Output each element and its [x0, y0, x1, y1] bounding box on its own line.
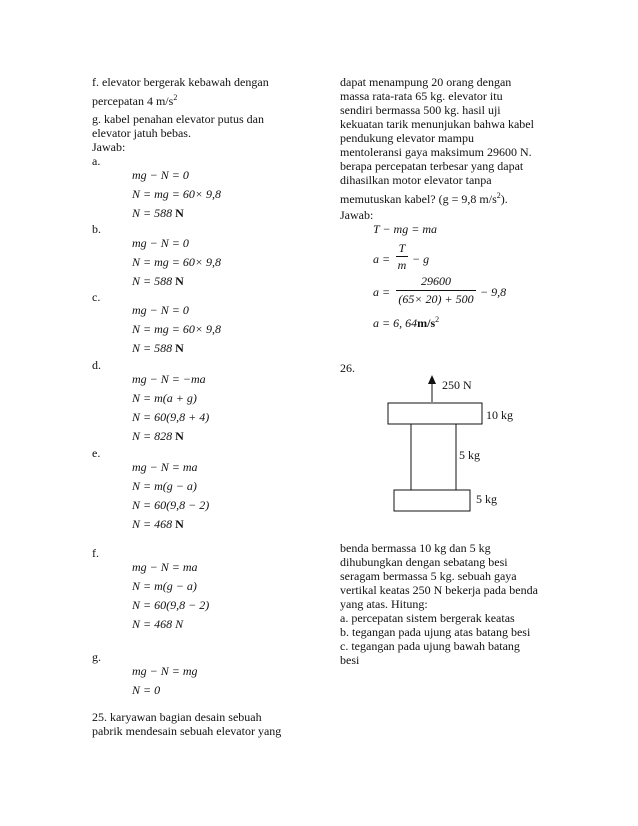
equation: mg − N = ma: [132, 460, 198, 474]
equation: mg − N = −ma: [132, 372, 206, 386]
jawab-label: Jawab:: [92, 140, 126, 154]
equation: N = m(g − a): [132, 579, 197, 593]
text-line: elevator jatuh bebas.: [92, 126, 191, 140]
text-line: dihasilkan motor elevator tanpa: [340, 173, 492, 187]
text-line: g. kabel penahan elevator putus dan: [92, 112, 264, 126]
equation: N = m(a + g): [132, 391, 197, 405]
equation: N = mg = 60× 9,8: [132, 255, 221, 269]
item-label-a: a.: [92, 154, 101, 168]
fraction-denominator: m: [397, 258, 407, 272]
item-label-g: g.: [92, 650, 101, 664]
text-line: sendiri bermassa 500 kg. hasil uji: [340, 103, 501, 117]
equation: mg − N = mg: [132, 664, 198, 678]
arrow-up-icon: [428, 375, 436, 384]
equation: mg − N = 0: [132, 168, 189, 182]
text-line: mentoleransi gaya maksimum 29600 N.: [340, 145, 532, 159]
equation-lhs: a =: [373, 252, 391, 266]
equation: T − mg = ma: [373, 222, 437, 236]
equation: mg − N = 0: [132, 236, 189, 250]
equation: N = 468 N: [132, 517, 184, 531]
text-line: kekuatan tarik menunjukan bahwa kabel: [340, 117, 534, 131]
rod: [411, 424, 456, 490]
text-line: massa rata-rata 65 kg. elevator itu: [340, 89, 503, 103]
top-mass-block: [388, 403, 482, 424]
equation: N = 588 N: [132, 274, 184, 288]
diagram-26: [330, 370, 550, 525]
force-label: 250 N: [442, 378, 472, 392]
bottom-mass-block: [394, 490, 470, 511]
fraction-bar: [396, 256, 408, 257]
text-line: besi: [340, 653, 360, 667]
rod-mass-label: 5 kg: [459, 448, 480, 462]
text-line: berapa percepatan terbesar yang dapat: [340, 159, 524, 173]
text-line: dihubungkan dengan sebatang besi: [340, 555, 508, 569]
text-line: seragam bermassa 5 kg. sebuah gaya: [340, 569, 517, 583]
equation: N = 588 N: [132, 206, 184, 220]
equation: a = 6, $64m/s^2$: [373, 315, 440, 330]
jawab-label: Jawab:: [340, 208, 374, 222]
fraction-bar: [396, 290, 476, 291]
equation: N = mg = 60× 9,8: [132, 187, 221, 201]
equation: N = 828 N: [132, 429, 184, 443]
text-line: dapat menampung 20 orang dengan: [340, 75, 512, 89]
equation: N = 588 N: [132, 341, 184, 355]
item-label-f: f.: [92, 546, 99, 560]
equation: N = 468 N: [132, 617, 184, 631]
text-line: b. tegangan pada ujung atas batang besi: [340, 625, 531, 639]
fraction-numerator: T: [398, 241, 406, 255]
fraction-numerator: 29600: [421, 274, 451, 288]
text-line: percepatan 4 $m/s^2$: [92, 93, 178, 108]
text-line: 25. karyawan bagian desain sebuah: [92, 710, 262, 724]
equation: N = 0: [132, 683, 161, 697]
text-line: c. tegangan pada ujung bawah batang: [340, 639, 520, 653]
equation: N = 60(9,8 + 4): [132, 410, 210, 424]
fraction-denominator: (65× 20) + 500: [398, 292, 474, 306]
text-line: yang atas. Hitung:: [340, 597, 428, 611]
equation-rhs: − g: [412, 252, 430, 266]
top-mass-label: 10 kg: [486, 408, 513, 422]
text-line: a. percepatan sistem bergerak keatas: [340, 611, 515, 625]
mass-rod-diagram: [330, 370, 550, 520]
equation-lhs: a =: [373, 285, 391, 299]
equation: mg − N = ma: [132, 560, 198, 574]
item-label-e: e.: [92, 446, 101, 460]
item-label-d: d.: [92, 358, 101, 372]
bottom-mass-label: 5 kg: [476, 492, 497, 506]
item-label-c: c.: [92, 290, 101, 304]
question-number-26: 26.: [340, 361, 355, 375]
equation: N = mg = 60× 9,8: [132, 322, 221, 336]
equation: N = 60(9,8 − 2): [132, 498, 210, 512]
item-label-b: b.: [92, 222, 101, 236]
equation: N = m(g − a): [132, 479, 197, 493]
equation: N = 60(9,8 − 2): [132, 598, 210, 612]
equation-rhs: − 9,8: [480, 285, 507, 299]
equation: mg − N = 0: [132, 303, 189, 317]
text-line: f. elevator bergerak kebawah dengan: [92, 75, 269, 89]
text-line: benda bermassa 10 kg dan 5 kg: [340, 541, 491, 555]
text-line: pendukung elevator mampu: [340, 131, 474, 145]
text-line: memutuskan kabel? (g = 9,8 $m/s^2$).: [340, 191, 508, 206]
text-line: pabrik mendesain sebuah elevator yang: [92, 724, 282, 738]
text-line: vertikal keatas 250 N bekerja pada benda: [340, 583, 538, 597]
